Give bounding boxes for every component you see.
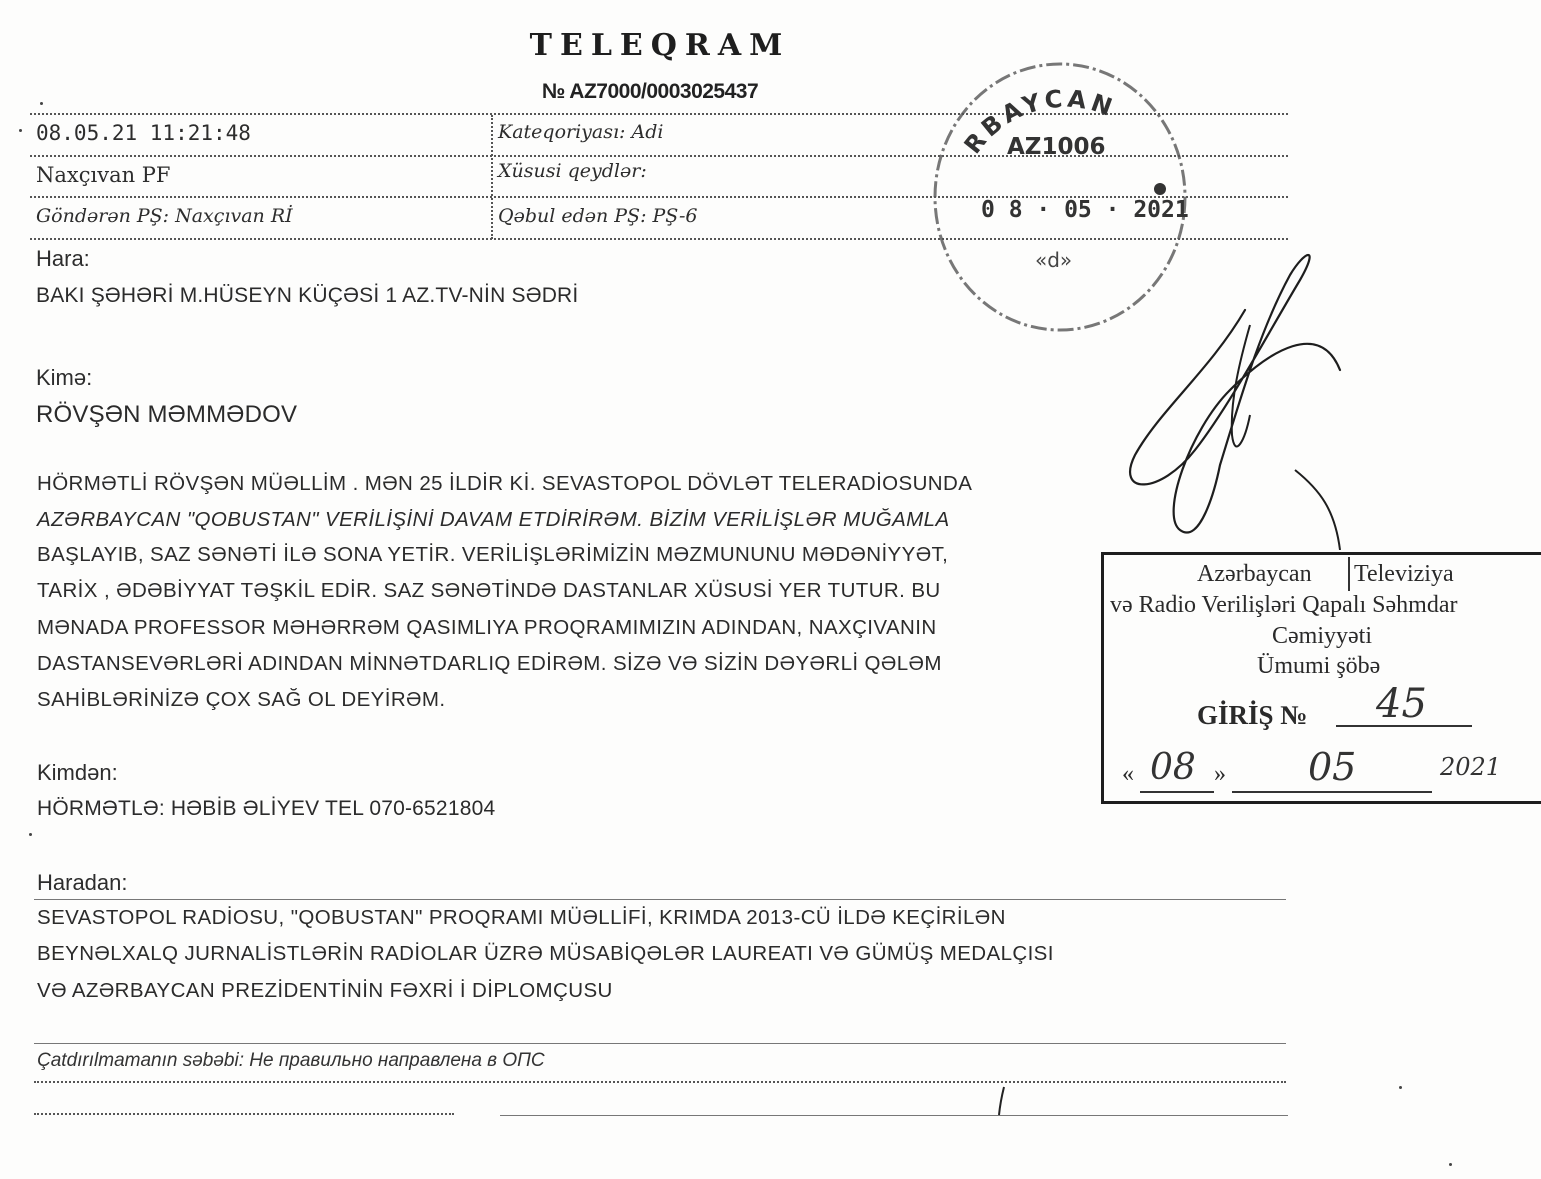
from-where-label: Haradan: — [37, 870, 128, 895]
divider — [34, 1081, 1286, 1083]
telegram-number: № AZ7000/0003025437 — [541, 80, 759, 103]
from-whom-value: HÖRMƏTLƏ: HƏBİB ƏLİYEV TEL 070-6521804 — [37, 797, 496, 820]
divider — [34, 899, 1286, 900]
registration-stamp: Azərbaycan Televiziya və Radio Verilişləri Qapalı Səhmdar Cəmiyyəti Ümumi şöbə GİRİŞ № 45 « 08 » 05 2021 — [1101, 552, 1541, 804]
postmark-date: 0 8 · 05 · 2021 — [981, 197, 1189, 223]
body-line: MƏNADA PROFESSOR MƏHƏRRƏM QASIMLIYA PROQRAMIMIZIN ADINDAN, NAXÇIVANIN — [37, 616, 937, 639]
divider — [500, 1115, 1288, 1116]
category: Kateqoriyası: Adi — [498, 121, 664, 143]
from-where-line: VƏ AZƏRBAYCAN PREZİDENTİNİN FƏXRİ İ DİPLOMÇUSU — [37, 979, 613, 1002]
to-whom-value: RÖVŞƏN MƏMMƏDOV — [36, 401, 298, 428]
from-whom-label: Kimdən: — [37, 760, 118, 785]
stamp-day: 08 — [1150, 747, 1196, 788]
telegram-title: TELEQRAM — [529, 28, 791, 63]
to-where-label: Hara: — [36, 246, 90, 271]
body-line: DASTANSEVƏRLƏRİ ADINDAN MİNNƏTDARLIQ EDİRƏM. SİZƏ VƏ SİZİN DƏYƏRLİ QƏLƏM — [37, 652, 942, 675]
stamp-month: 05 — [1308, 745, 1357, 789]
divider — [34, 1113, 454, 1115]
stamp-dept: Ümumi şöbə — [1257, 653, 1381, 679]
pen-mark — [990, 1085, 1020, 1117]
stamp-entry-number: 45 — [1376, 681, 1427, 727]
stamp-org-line3: Cəmiyyəti — [1272, 623, 1372, 649]
from-where-line: SEVASTOPOL RADİOSU, "QOBUSTAN" PROQRAMI MÜƏLLİFİ, KRIMDA 2013-CÜ İLDƏ KEÇİRİLƏN — [37, 906, 1006, 929]
from-where-line: BEYNƏLXALQ JURNALİSTLƏRİN RADİOLAR ÜZRƏ MÜSABİQƏLƏR LAUREATI VƏ GÜMÜŞ MEDALÇISI — [37, 942, 1054, 965]
stamp-entry-label: GİRİŞ № — [1197, 700, 1308, 730]
divider — [34, 1043, 1286, 1044]
body-line: AZƏRBAYCAN "QOBUSTAN" VERİLİŞİNİ DAVAM ETDİRİRƏM. BİZİM VERİLİŞLƏR MUĞAMLA — [37, 508, 950, 531]
body-line: BAŞLAYIB, SAZ SƏNƏTİ İLƏ SONA YETİR. VERİLİŞLƏRİMİZİN MƏZMUNUNU MƏDƏNİYYƏT, — [37, 543, 949, 566]
stamp-org-line1a: Azərbaycan — [1197, 561, 1312, 587]
special-notes: Xüsusi qeydlər: — [498, 160, 647, 182]
datetime: 08.05.21 11:21:48 — [36, 121, 251, 145]
origin-office: Naxçıvan PF — [36, 163, 171, 187]
to-where-value: BAKI ŞƏHƏRİ M.HÜSEYN KÜÇƏSİ 1 AZ.TV-NİN SƏDRİ — [36, 284, 579, 307]
body-line: HÖRMƏTLİ RÖVŞƏN MÜƏLLİM . MƏN 25 İLDİR Kİ. SEVASTOPOL DÖVLƏT TELERADİOSUNDA — [37, 472, 973, 495]
postmark-mark: «d» — [1035, 248, 1073, 272]
receiver-office: Qəbul edən PŞ: PŞ-6 — [498, 205, 698, 227]
stamp-year: 2021 — [1440, 753, 1502, 781]
column-divider — [491, 115, 493, 239]
signature — [1120, 250, 1360, 550]
postmark-ring-text: RBAYCAN — [958, 84, 1120, 160]
body-line: SAHİBLƏRİNİZƏ ÇOX SAĞ OL DEYİRƏM. — [37, 688, 446, 711]
stamp-org-line1b: Televiziya — [1354, 561, 1454, 587]
body-line: TARİX , ƏDƏBİYYAT TƏŞKİL EDİR. SAZ SƏNƏTİNDƏ DASTANLAR XÜSUSİ YER TUTUR. BU — [37, 579, 941, 602]
postmark-code: AZ1006 — [1007, 134, 1106, 160]
non-delivery-reason: Çatdırılmamanın səbəbi: Не правильно направлена в ОПС — [37, 1050, 545, 1071]
to-whom-label: Kimə: — [36, 365, 93, 390]
stamp-org-line2: və Radio Verilişləri Qapalı Səhmdar — [1110, 592, 1458, 618]
sender-office: Göndərən PŞ: Naxçıvan Rİ — [36, 205, 293, 227]
